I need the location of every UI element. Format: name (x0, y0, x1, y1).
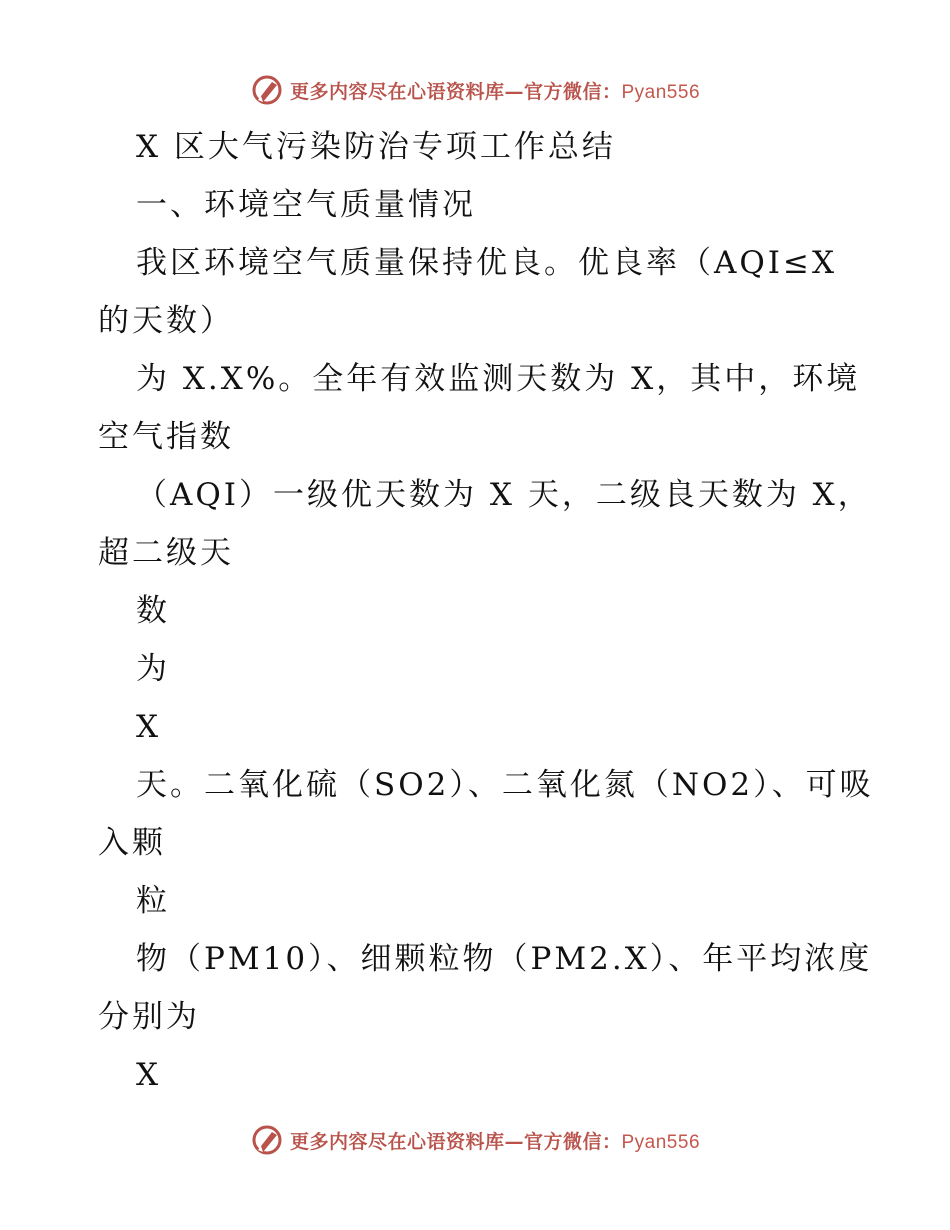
banner-wechat-id: Pyan556 (621, 1131, 701, 1153)
paragraph-line: 数 (136, 593, 170, 629)
paragraph-line: 为 (136, 651, 170, 687)
banner-wechat-id: Pyan556 (621, 81, 701, 103)
doc-title: X 区大气污染防治专项工作总结 (136, 129, 616, 165)
paragraph-line: 天。二氧化硫（SO2）、二氧化氮（NO2）、可吸 (136, 767, 874, 803)
paragraph-line: （AQI）一级优天数为 X 天，二级良天数为 X， (136, 477, 872, 513)
header-banner (0, 70, 950, 110)
banner-text (290, 1127, 700, 1154)
paragraph-line: 超二级天 (98, 535, 234, 571)
paragraph-line: 物（PM10）、细颗粒物（PM2.X）、年平均浓度 (136, 941, 873, 977)
pen-nib-icon (250, 1123, 284, 1157)
paragraph-line: 我区环境空气质量保持优良。优良率（AQI≤X (136, 245, 838, 281)
paragraph-line: X (136, 709, 162, 745)
paragraph-line: 为 X.X%。全年有效监测天数为 X，其中，环境 (136, 361, 861, 397)
banner-main-text: 更多内容尽在心语资料库—官方微信： (289, 80, 622, 103)
pen-nib-icon (250, 73, 284, 107)
paragraph-line: 分别为 (98, 999, 200, 1035)
banner-text (290, 77, 700, 104)
footer-banner (0, 1120, 950, 1160)
document-body (98, 118, 874, 1104)
paragraph-line: 粒 (136, 883, 170, 919)
paragraph-line: X (136, 1057, 162, 1093)
paragraph-line: 入颗 (98, 825, 166, 861)
paragraph-line: 的天数） (98, 303, 234, 339)
paragraph-line: 空气指数 (98, 419, 234, 455)
banner-main-text: 更多内容尽在心语资料库—官方微信： (289, 1130, 622, 1153)
section-heading: 一、环境空气质量情况 (136, 187, 476, 223)
